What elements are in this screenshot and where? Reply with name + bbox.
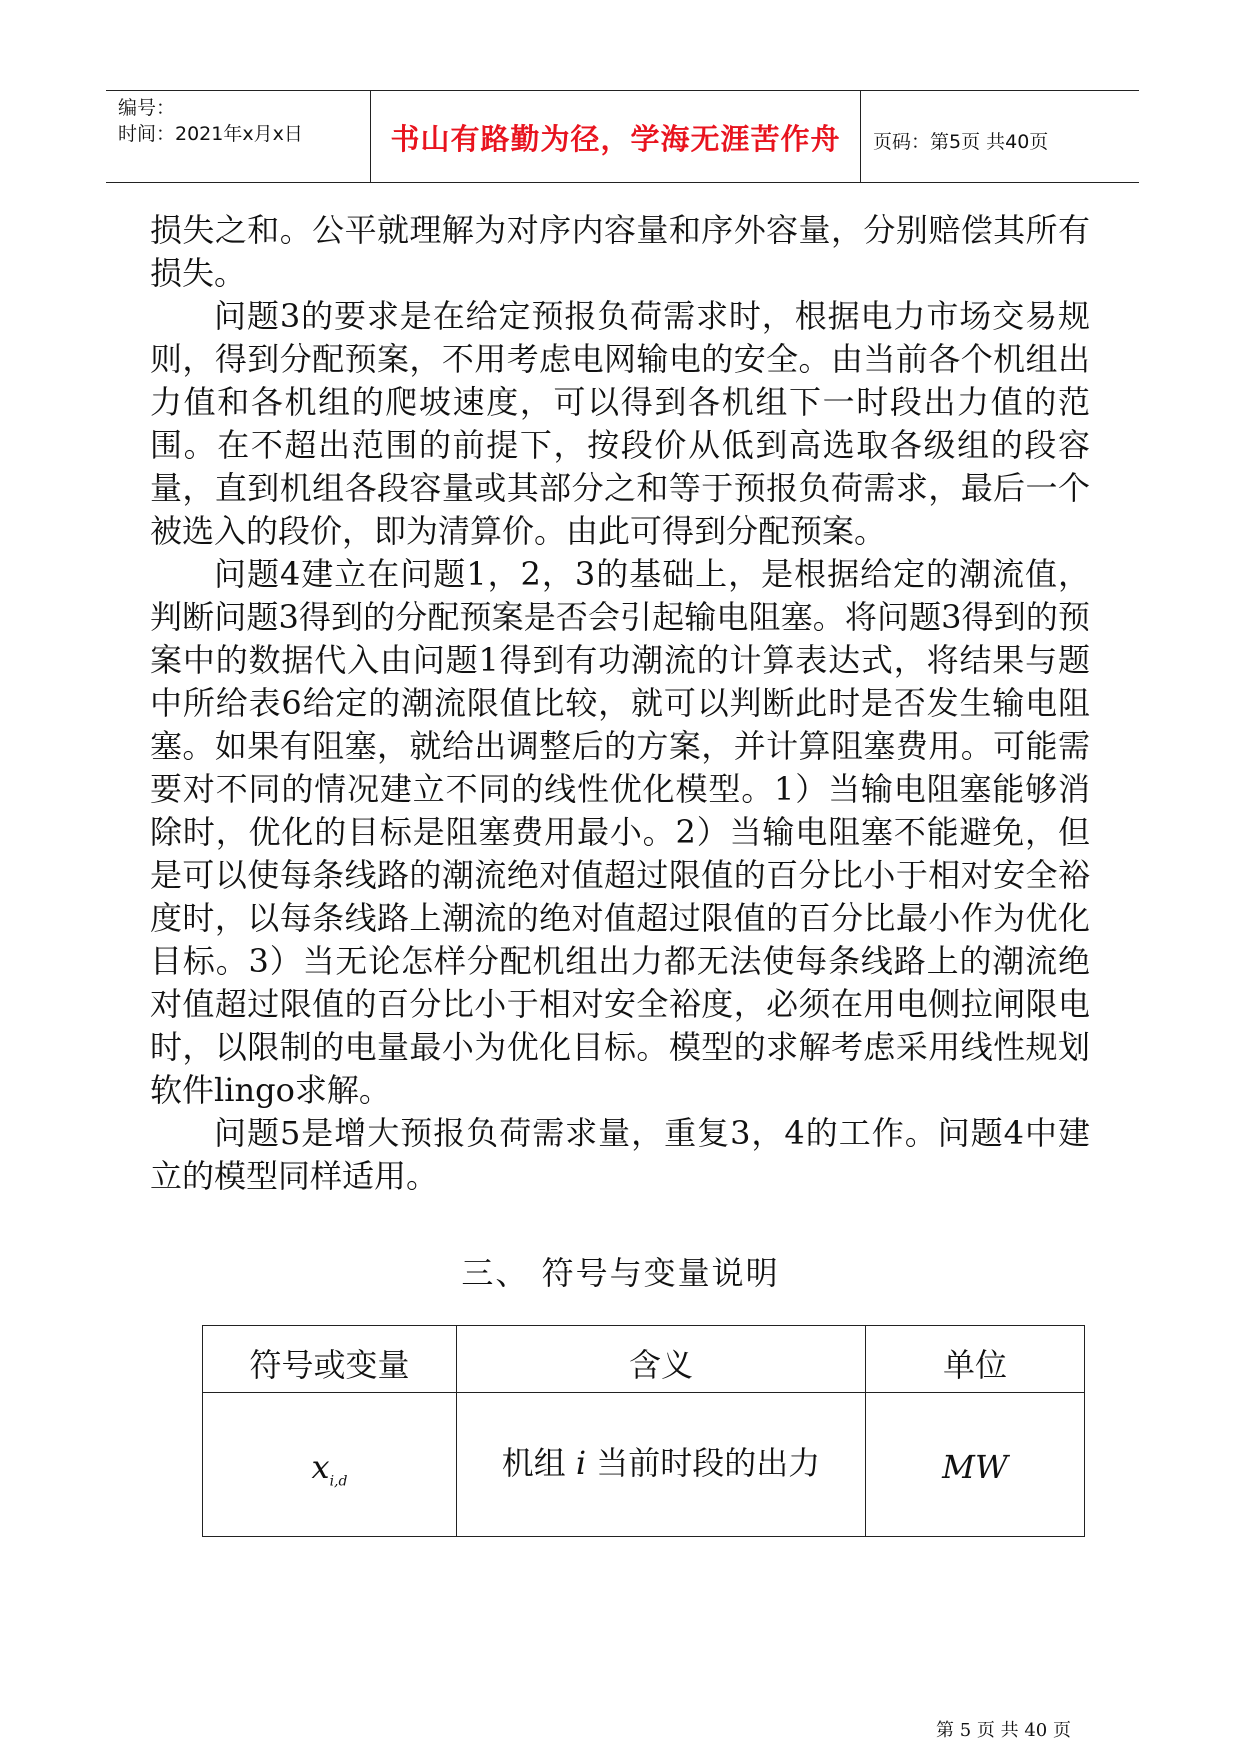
symbol-value: [203, 1448, 456, 1489]
header-motto: 书山有路勤为径，学海无涯苦作舟: [390, 122, 841, 156]
symbol-table: [202, 1325, 1085, 1537]
meaning-text: 机组: [501, 1444, 576, 1482]
table-header-unit: 单位: [942, 1346, 1007, 1384]
table-cell-unit: [866, 1326, 1084, 1536]
meaning-value: [457, 1438, 865, 1484]
paragraph: 问题5是增大预报负荷需求量，重复3，4的工作。问题4中建立的模型同样适用。: [150, 1114, 1090, 1195]
document-time-label: 时间：2021年x月x日: [118, 123, 303, 145]
table-cell-meaning: [457, 1326, 866, 1536]
page-header: [106, 90, 1139, 183]
header-page-cell: [861, 91, 1139, 182]
paragraph: 问题3的要求是在给定预报负荷需求时，根据电力市场交易规则，得到分配预案，不用考虑电网输电的安全。由当前各个机组出力值和各机组的爬坡速度，可以得到各机组下一时段出力值的范围。在不超出范围的前提下，按段价从低到高选取各级组的段容量，直到机组各段容量或其部分之和等于预报负荷需求，最后一个被选入的段价，即为清算价。由此可得到分配预案。: [150, 297, 1090, 550]
table-header-symbol: 符号或变量: [249, 1346, 410, 1384]
body-text: [150, 209, 1090, 1198]
table-header-meaning: 含义: [628, 1346, 693, 1384]
unit-value: MW: [942, 1448, 1008, 1486]
header-page-number: 页码：第5页 共40页: [873, 131, 1049, 153]
section-title: 三、 符号与变量说明: [461, 1254, 780, 1292]
header-motto-cell: [371, 91, 861, 182]
header-info-cell: [106, 91, 371, 182]
symbol-base: x: [311, 1448, 330, 1486]
paragraph: 问题4建立在问题1，2，3的基础上，是根据给定的潮流值，判断问题3得到的分配预案是否会引起输电阻塞。将问题3得到的预案中的数据代入由问题1得到有功潮流的计算表达式，将结果与题中所给表6给定的潮流限值比较，就可以判断此时是否发生输电阻塞。如果有阻塞，就给出调整后的方案，并计算阻塞费用。可能需要对不同的情况建立不同的线性优化模型。1）当输电阻塞能够消除时，优化的目标是阻塞费用最小。2）当输电阻塞不能避免，但是可以使每条线路的潮流绝对值超过限值的百分比小于相对安全裕度时，以每条线路上潮流的绝对值超过限值的百分比最小作为优化目标。3）当无论怎样分配机组出力都无法使每条线路上的潮流绝对值超过限值的百分比小于相对安全裕度，必须在用电侧拉闸限电时，以限制的电量最小为优化目标。模型的求解考虑采用线性规划软件lingo求解。: [150, 555, 1090, 1109]
document-number-label: 编号：: [118, 97, 176, 119]
table-cell-symbol: [203, 1326, 457, 1536]
meaning-variable: i: [575, 1444, 587, 1482]
symbol-subscript: i,d: [329, 1473, 348, 1490]
paragraph: 损失之和。公平就理解为对序内容量和序外容量，分别赔偿其所有损失。: [150, 211, 1090, 292]
meaning-text: 当前时段的出力: [586, 1444, 821, 1482]
page-footer: 第 5 页 共 40 页: [936, 1720, 1071, 1741]
